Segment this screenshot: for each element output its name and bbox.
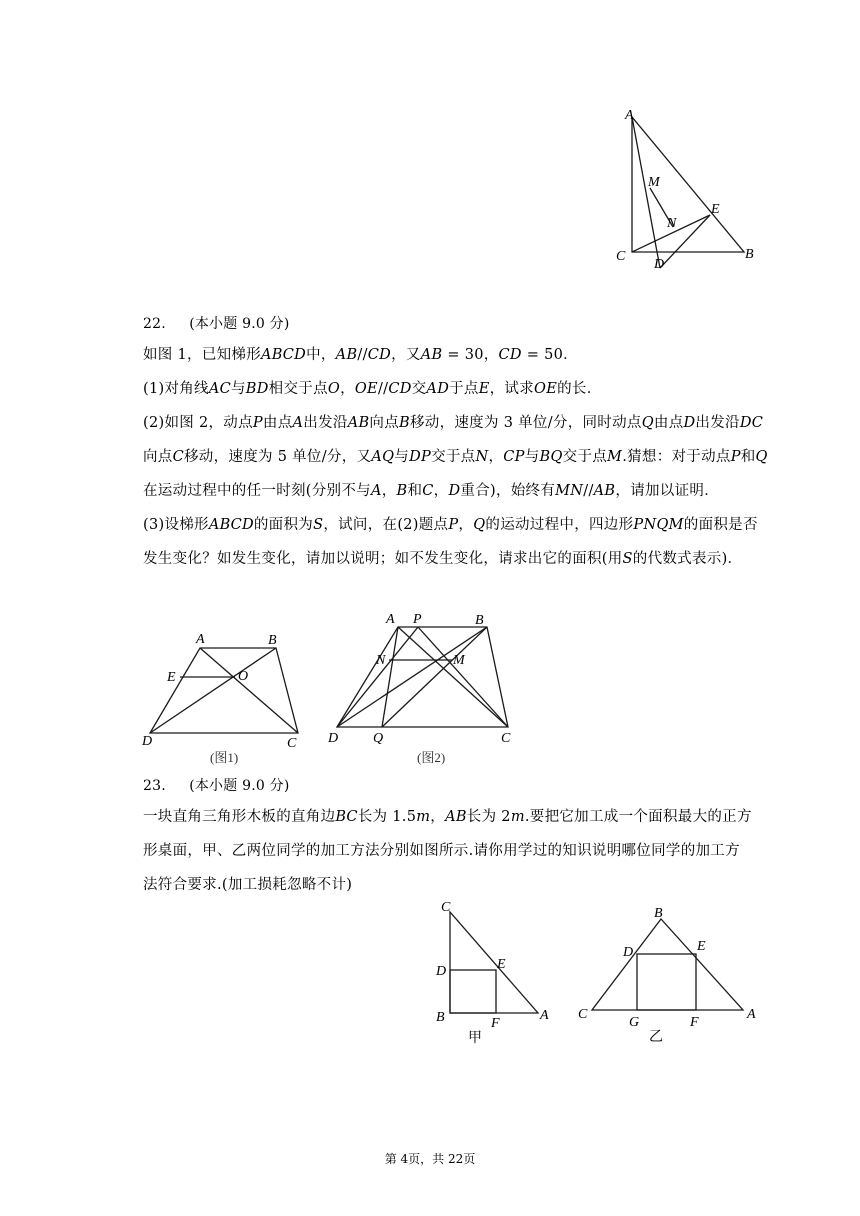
q22-line-1: 如图 1，已知梯形𝐴𝐵𝐶𝐷中，𝐴𝐵//𝐶𝐷，又𝐴𝐵 = 30，𝐶𝐷 = 50．: [143, 347, 578, 363]
fig2-label-a: A: [386, 612, 395, 627]
q23-line-1: 一块直角三角形木板的直角边𝐵𝐶长为 1.5𝑚，𝐴𝐵长为 2𝑚.要把它加工成一个面积最大的正方: [143, 809, 752, 825]
q22-figure-2: [320, 605, 520, 770]
fig2-label-c: C: [501, 731, 511, 746]
yi-label-d: D: [623, 945, 634, 960]
segment-pc: [418, 627, 508, 727]
fig1-label-e: E: [167, 670, 176, 685]
label-c: C: [616, 249, 626, 264]
q23-figure-jia: [430, 895, 555, 1055]
label-d: D: [654, 257, 665, 272]
q23-line-2: 形桌面，甲、乙两位同学的加工方法分别如图所示.请你用学过的知识说明哪位同学的加工方: [143, 843, 740, 859]
q22-line-3: (2)如图 2，动点𝑃由点𝐴出发沿𝐴𝐵向点𝐵移动，速度为 3 单位/分，同时动点𝑄由点𝐷出发沿𝐷𝐶: [143, 415, 764, 431]
yi-caption: 乙: [649, 1029, 663, 1045]
diagonal-bd: [150, 648, 276, 733]
segment-pd: [337, 627, 418, 727]
q22-figure-1: [140, 625, 310, 770]
q23-score: (本小题 9.0 分): [189, 778, 290, 794]
jia-label-a: A: [540, 1008, 549, 1023]
q22-line-6: (3)设梯形𝐴𝐵𝐶𝐷的面积为𝑆，试问，在(2)题点𝑃，𝑄的运动过程中，四边形𝑃𝑁𝑄𝑀的面积是否: [143, 517, 758, 533]
fig2-label-b: B: [475, 613, 484, 628]
jia-label-f: F: [491, 1016, 500, 1031]
label-b: B: [745, 247, 754, 262]
fig2-label-d: D: [328, 731, 339, 746]
yi-label-g: G: [629, 1015, 640, 1030]
trapezoid-abcd: [150, 648, 298, 733]
fig1-caption: (图1): [210, 750, 239, 765]
yi-label-b: B: [654, 906, 663, 921]
trapezoid-abcd-2: [337, 627, 508, 727]
diagonal-bd-2: [337, 627, 487, 727]
yi-label-c: C: [578, 1007, 588, 1022]
jia-label-b: B: [436, 1010, 445, 1025]
square-dgfe: [637, 954, 696, 1010]
jia-label-d: D: [436, 964, 447, 979]
fig2-label-q: Q: [373, 731, 384, 746]
fig1-label-a: A: [196, 632, 205, 647]
fig2-label-n: N: [376, 653, 386, 668]
label-n: N: [667, 216, 677, 231]
jia-caption: 甲: [468, 1030, 482, 1046]
q22-score: (本小题 9.0 分): [189, 316, 290, 332]
fig1-label-b: B: [268, 633, 277, 648]
fig1-label-o: O: [238, 669, 249, 684]
label-m: M: [648, 175, 660, 190]
q23-line-3: 法符合要求.(加工损耗忽略不计): [143, 877, 353, 893]
label-e: E: [711, 202, 720, 217]
label-a: A: [625, 108, 634, 123]
q22-line-2: (1)对角线𝐴𝐶与𝐵𝐷相交于点𝑂，𝑂𝐸//𝐶𝐷交𝐴𝐷于点𝐸，试求𝑂𝐸的长．: [143, 381, 602, 397]
q22-number: 22.: [143, 316, 166, 332]
q22-line-5: 在运动过程中的任一时刻(分别不与𝐴，𝐵和𝐶，𝐷重合)，始终有𝑀𝑁//𝐴𝐵，请加以证明．: [143, 483, 719, 499]
q22-line-7: 发生变化？如发生变化，请加以说明；如不发生变化，请求出它的面积(用𝑆的代数式表示)．: [143, 551, 743, 567]
yi-label-f: F: [690, 1015, 699, 1030]
q23-number: 23.: [143, 778, 166, 794]
square-dbfe: [450, 970, 496, 1013]
q22-header: [143, 313, 289, 333]
q23-figure-yi: [572, 900, 762, 1050]
q22-line-4: 向点𝐶移动，速度为 5 单位/分，又𝐴𝑄与𝐷𝑃交于点𝑁，𝐶𝑃与𝐵𝑄交于点𝑀.猜想：对于动点𝑃和𝑄: [143, 449, 768, 465]
page-footer: 第 4页，共 22页: [384, 1152, 476, 1166]
fig1-label-c: C: [287, 736, 297, 751]
jia-label-c: C: [441, 900, 451, 915]
yi-label-e: E: [697, 939, 706, 954]
diagonal-ac: [200, 648, 298, 733]
fig2-caption: (图2): [417, 750, 446, 765]
fig2-label-p: P: [413, 612, 422, 627]
triangle-bca: [592, 919, 743, 1010]
diagonal-ac-2: [398, 627, 508, 727]
q23-header: [143, 775, 289, 795]
jia-label-e: E: [497, 957, 506, 972]
segment-aq: [382, 627, 398, 727]
fig1-label-d: D: [142, 734, 153, 749]
fig2-label-m: M: [453, 653, 465, 668]
triangle-cba: [450, 912, 538, 1013]
segment-bq: [382, 627, 487, 727]
yi-label-a: A: [747, 1007, 756, 1022]
figure-top-triangle: [600, 100, 770, 275]
